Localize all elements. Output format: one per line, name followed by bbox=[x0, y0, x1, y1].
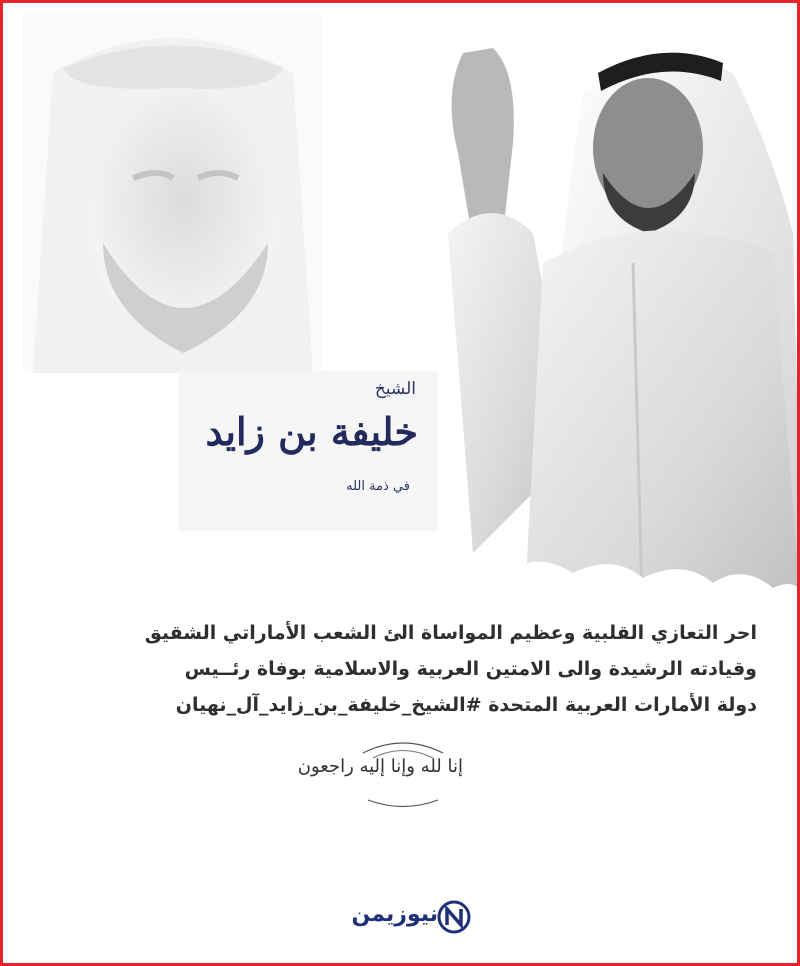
newsyemen-logo bbox=[333, 898, 473, 938]
title-subtitle: في ذمة الله bbox=[346, 479, 410, 494]
calligraphy-text: إنا لله وإنا إليه راجعون bbox=[297, 756, 463, 777]
message-line-1: احر التعازي القلبية وعظيم المواساة الئ الشعب الأماراتي الشقيق bbox=[144, 622, 757, 644]
title-prefix: الشيخ bbox=[374, 379, 416, 399]
title-block bbox=[178, 371, 438, 531]
message-line-3: دولة الأمارات العربية المتحدة #الشيخ_خليفة_بن_زايد_آل_نهيان bbox=[175, 694, 757, 716]
faded-portrait-image bbox=[23, 13, 323, 373]
title-name: خليفة بن زايد bbox=[205, 409, 418, 454]
condolence-message bbox=[43, 615, 757, 723]
calligraphy-ornament bbox=[297, 738, 463, 813]
logo-text: نيوزيمن bbox=[351, 902, 438, 927]
newsyemen-n-logo-icon bbox=[437, 900, 471, 934]
message-line-2: وقيادته الرشيدة والى الامتين العربية والاسلامية بوفاة رئــيس bbox=[184, 658, 757, 680]
